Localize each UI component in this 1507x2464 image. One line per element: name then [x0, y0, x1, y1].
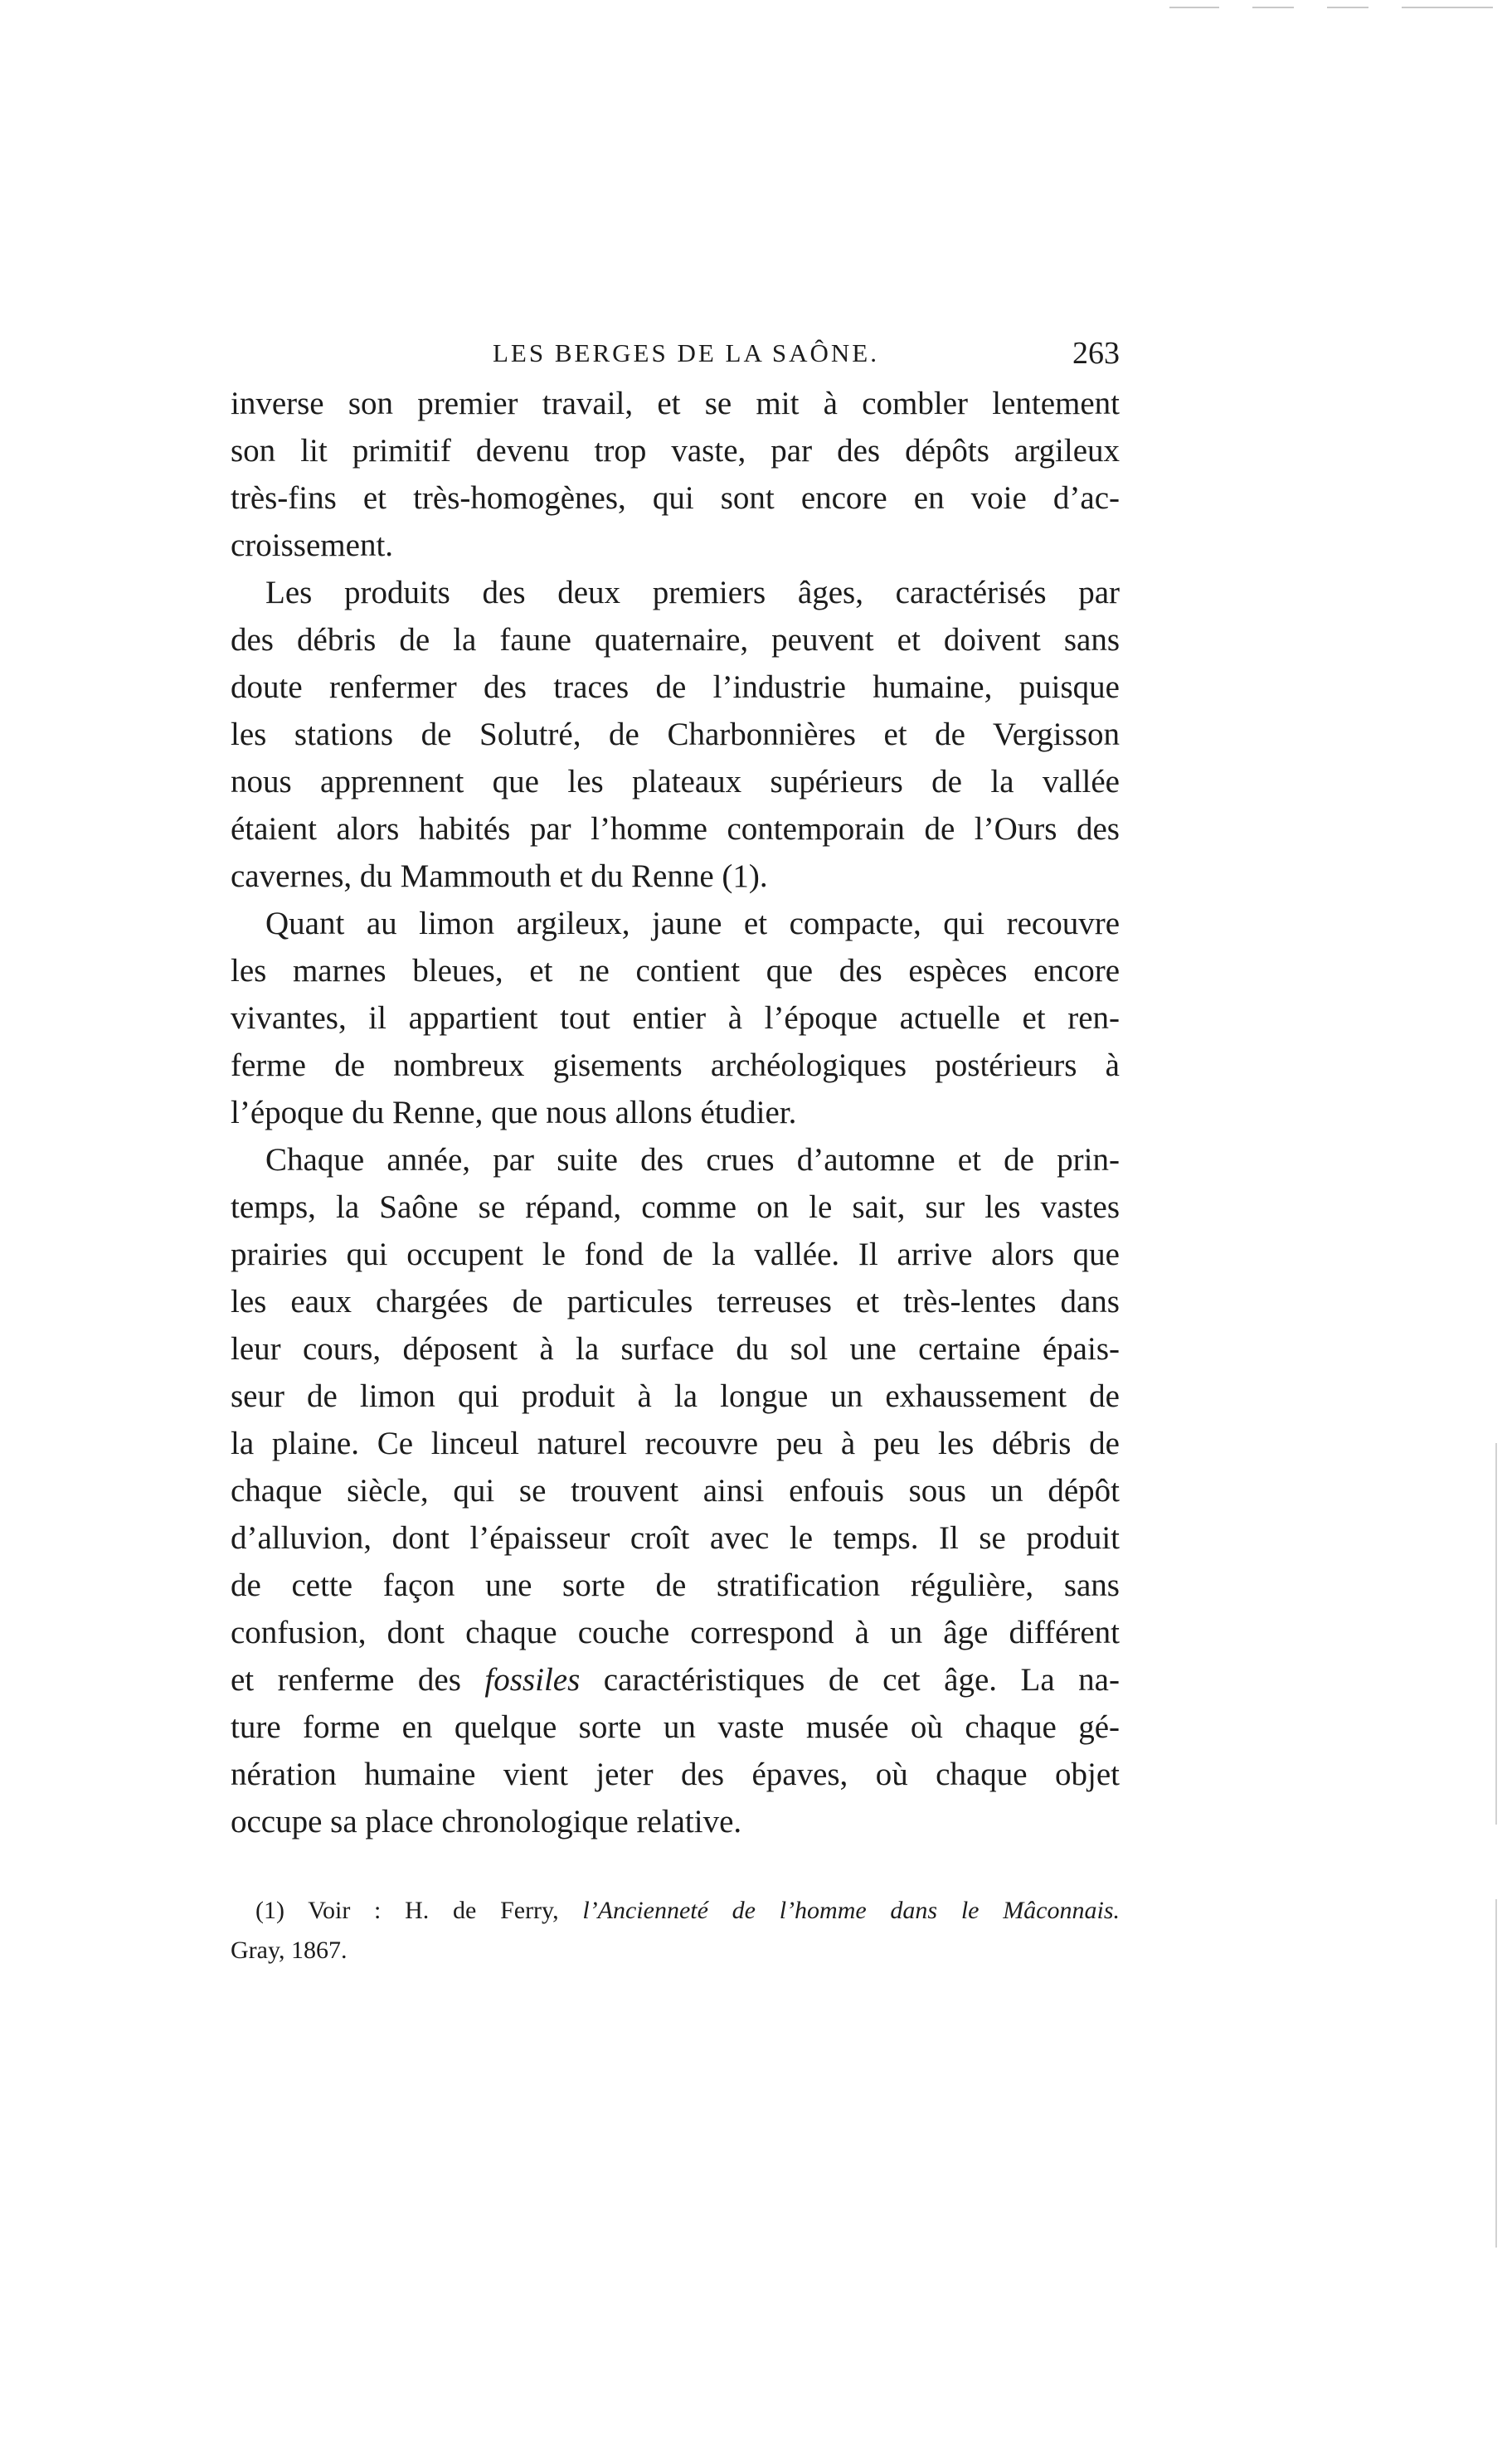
text-line: les stations de Solutré, de Charbonnières et de Vergisson: [231, 717, 1120, 752]
text-line: doute renfermer des traces de l’industrie humaine, puisque: [231, 669, 1120, 705]
page-header: [231, 328, 1120, 378]
text-line: prairies qui occupent le fond de la vallée. Il arrive alors que: [231, 1237, 1120, 1272]
footnote-marker: (1): [255, 1897, 284, 1924]
text-line: Quant au limon argileux, jaune et compacte, qui recouvre: [265, 906, 1120, 941]
text-segment: et renferme des: [231, 1662, 485, 1698]
text-line: inverse son premier travail, et se mit à combler lentement: [231, 386, 1120, 421]
text-line: vivantes, il appartient tout entier à l’époque actuelle et ren-: [231, 1000, 1120, 1036]
footnote-author: H. de Ferry,: [405, 1897, 559, 1924]
text-line: seur de limon qui produit à la longue un exhaussement de: [231, 1378, 1120, 1414]
text-line: étaient alors habités par l’homme contemporain de l’Ours des: [231, 811, 1120, 847]
text-line: nous apprennent que les plateaux supérieurs de la vallée: [231, 764, 1120, 799]
text-line: confusion, dont chaque couche correspond à un âge différent: [231, 1615, 1120, 1650]
running-head: LES BERGES DE LA SAÔNE.: [493, 338, 879, 367]
text-line: l’époque du Renne, que nous allons étudier.: [231, 1095, 797, 1130]
text-line: occupe sa place chronologique relative.: [231, 1804, 742, 1839]
text-line: d’alluvion, dont l’épaisseur croît avec le temps. Il se produit: [231, 1520, 1120, 1556]
text-line: croissement.: [231, 527, 394, 563]
text-segment: caractéristiques de cet âge. La na-: [580, 1662, 1120, 1698]
text-line: Chaque année, par suite des crues d’automne et de prin-: [265, 1142, 1120, 1178]
footnote-voir: Voir :: [308, 1897, 382, 1924]
text-line: les marnes bleues, et ne contient que des espèces encore: [231, 953, 1120, 989]
text-line: temps, la Saône se répand, comme on le sait, sur les vastes: [231, 1189, 1120, 1225]
footnote-imprint: Gray, 1867.: [231, 1937, 348, 1964]
margin-mark: [1495, 1899, 1497, 2248]
text-line: leur cours, déposent à la surface du sol une certaine épais-: [231, 1331, 1120, 1367]
text-line: cavernes, du Mammouth et du Renne (1).: [231, 858, 768, 894]
text-line: nération humaine vient jeter des épaves, où chaque objet: [231, 1757, 1120, 1792]
margin-mark: [1495, 1443, 1497, 1825]
text-line: de cette façon une sorte de stratification régulière, sans: [231, 1567, 1120, 1603]
italic-term: fossiles: [484, 1662, 581, 1698]
page-number: 263: [1072, 336, 1120, 371]
text-line: très-fins et très-homogènes, qui sont encore en voie d’ac-: [231, 480, 1120, 516]
scan-edge-mark: [1169, 7, 1219, 8]
text-line: chaque siècle, qui se trouvent ainsi enfouis sous un dépôt: [231, 1473, 1120, 1509]
text-line: son lit primitif devenu trop vaste, par des dépôts argileux: [231, 433, 1120, 469]
footnote-title: l’Ancienneté de l’homme dans le Mâconnais.: [582, 1897, 1121, 1924]
text-line: [231, 1656, 1120, 1704]
text-line: les eaux chargées de particules terreuses et très-lentes dans: [231, 1284, 1120, 1319]
text-line: ferme de nombreux gisements archéologiques postérieurs à: [231, 1047, 1120, 1083]
scan-edge-mark: [1252, 7, 1294, 8]
text-line: des débris de la faune quaternaire, peuvent et doivent sans: [231, 622, 1120, 658]
text-line: la plaine. Ce linceul naturel recouvre peu à peu les débris de: [231, 1426, 1120, 1461]
scan-edge-mark: [1402, 7, 1493, 8]
text-line: Les produits des deux premiers âges, caractérisés par: [265, 575, 1120, 610]
footnote-line: [255, 1891, 1120, 1931]
text-line: ture forme en quelque sorte un vaste musée où chaque gé-: [231, 1709, 1120, 1745]
scan-edge-mark: [1327, 7, 1368, 8]
